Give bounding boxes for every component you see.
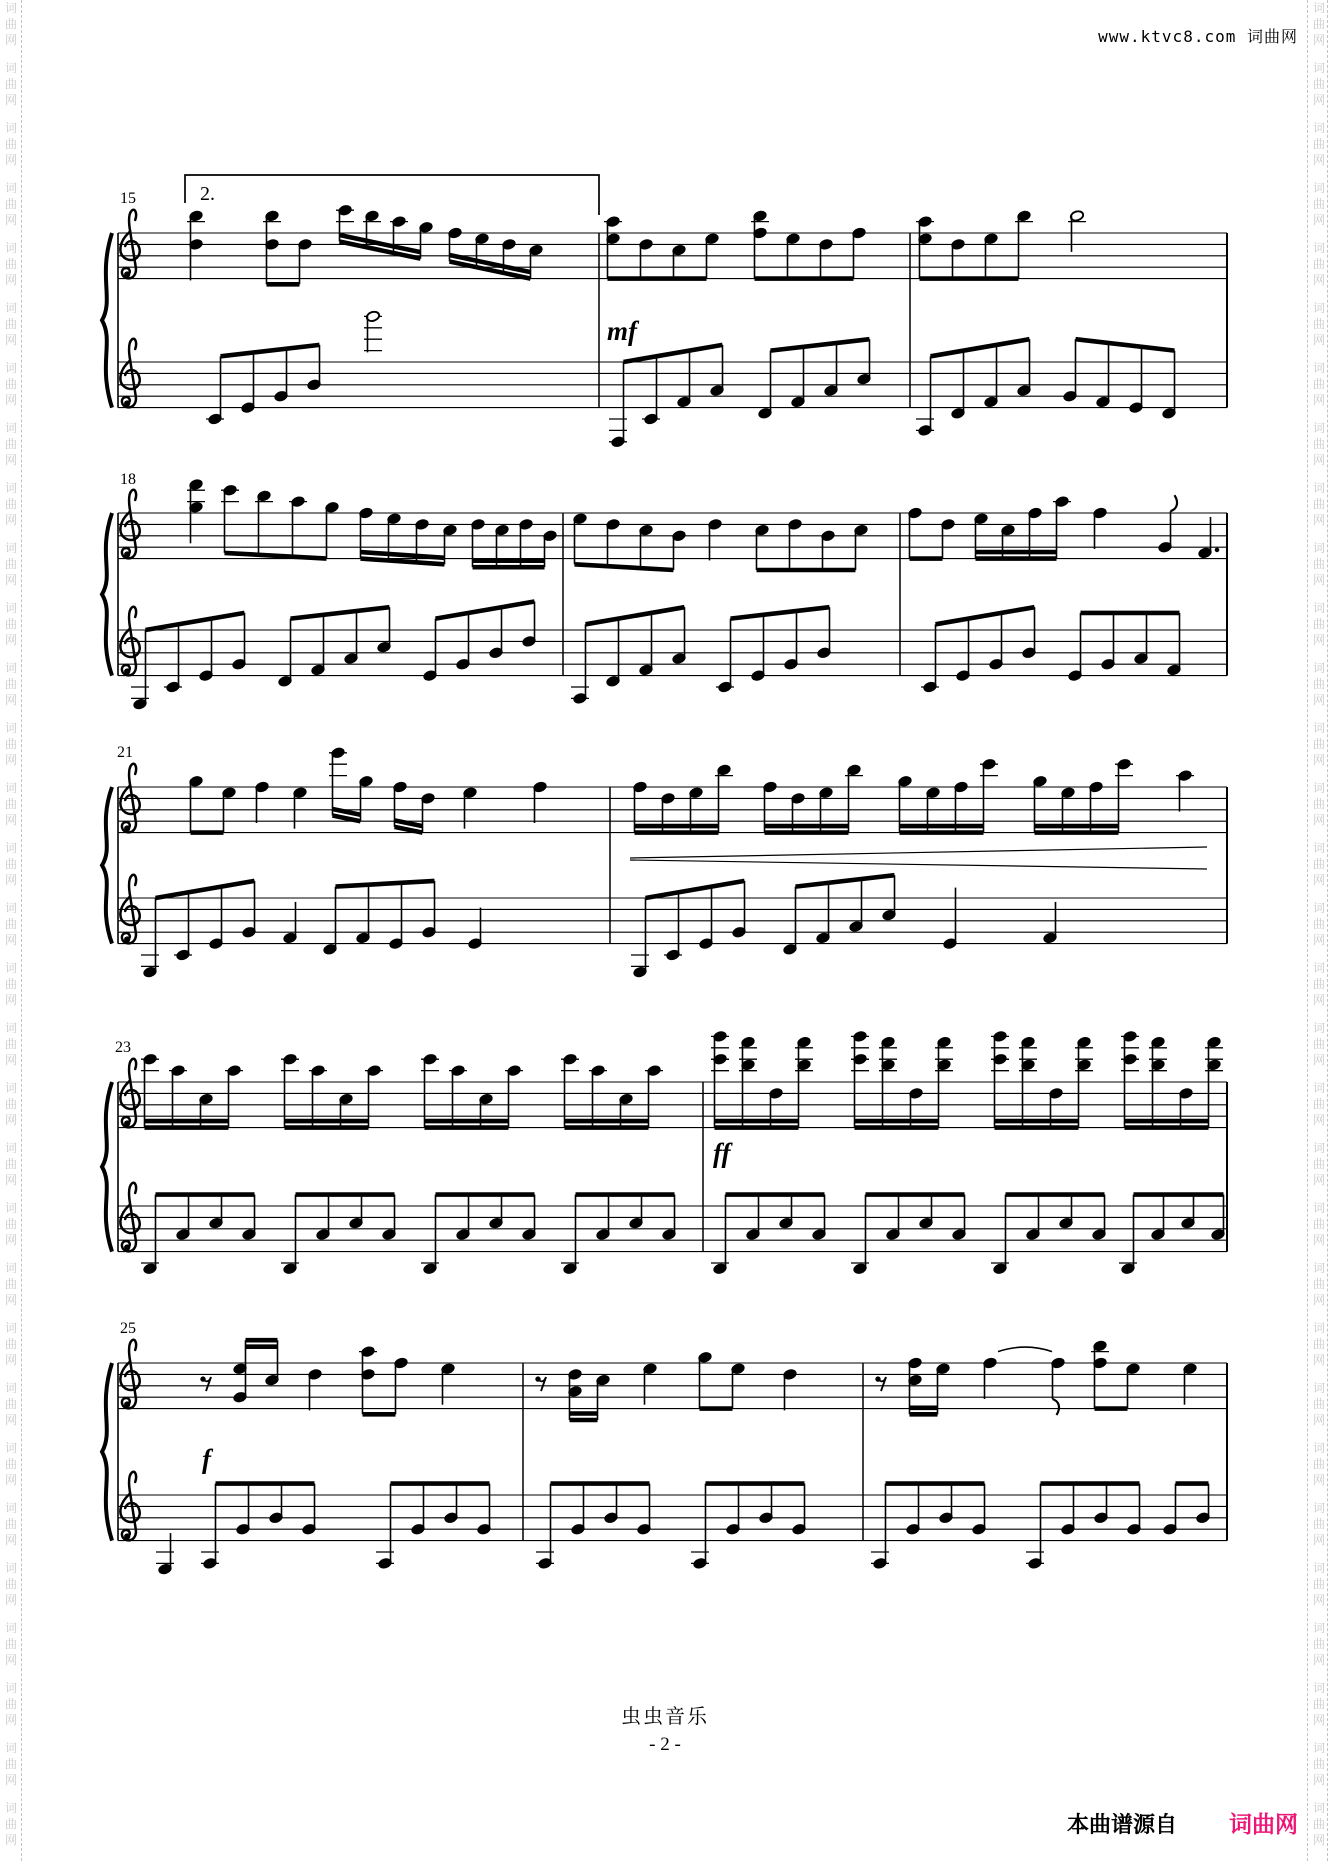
border-char: 网 — [1312, 1473, 1325, 1487]
border-char: 词 — [4, 1021, 17, 1035]
border-char: 曲 — [4, 17, 17, 31]
border-char: 曲 — [1312, 1097, 1325, 1111]
border-char: 网 — [1312, 1773, 1325, 1787]
border-char: 网 — [1312, 1173, 1325, 1187]
border-char: 曲 — [4, 1577, 17, 1591]
border-char: 词 — [1312, 541, 1325, 555]
border-char: 网 — [1312, 1593, 1325, 1607]
border-char: 网 — [4, 33, 17, 47]
system-15 — [102, 175, 1227, 448]
border-char: 网 — [4, 393, 17, 407]
border-char: 曲 — [4, 1817, 17, 1831]
border-char: 词 — [4, 841, 17, 855]
border-char: 词 — [1312, 1261, 1325, 1275]
border-char: 曲 — [1312, 1697, 1325, 1711]
border-char: 曲 — [4, 1397, 17, 1411]
border-char: 词 — [4, 781, 17, 795]
border-char: 曲 — [1312, 137, 1325, 151]
border-char: 词 — [1312, 841, 1325, 855]
border-char: 网 — [4, 213, 17, 227]
border-char: 网 — [4, 1653, 17, 1667]
border-char: 曲 — [1312, 17, 1325, 31]
border-char: 词 — [4, 961, 17, 975]
border-char: 词 — [4, 121, 17, 135]
border-char: 词 — [4, 1621, 17, 1635]
border-char: 网 — [1312, 753, 1325, 767]
border-char: 词 — [4, 1201, 17, 1215]
border-char: 词 — [4, 301, 17, 315]
border-char: 网 — [1312, 273, 1325, 287]
border-char: 曲 — [4, 497, 17, 511]
border-char: 网 — [4, 873, 17, 887]
system-21 — [102, 744, 1227, 978]
border-char: 曲 — [1312, 857, 1325, 871]
dynamic-mark: ff — [713, 1138, 731, 1168]
border-char: 曲 — [4, 377, 17, 391]
border-char: 曲 — [1312, 737, 1325, 751]
border-char: 词 — [1312, 1201, 1325, 1215]
border-char: 网 — [4, 333, 17, 347]
border-char: 词 — [1312, 1681, 1325, 1695]
border-char: 曲 — [1312, 437, 1325, 451]
border-char: 曲 — [1312, 197, 1325, 211]
border-char: 词 — [1312, 901, 1325, 915]
border-char: 词 — [4, 601, 17, 615]
border-char: 网 — [4, 693, 17, 707]
border-char: 词 — [1312, 781, 1325, 795]
border-char: 词 — [1312, 361, 1325, 375]
system-18 — [102, 471, 1227, 710]
volta-label: 2. — [200, 183, 215, 205]
border-char: 词 — [1312, 1441, 1325, 1455]
border-char: 网 — [1312, 93, 1325, 107]
border-char: 曲 — [4, 1337, 17, 1351]
border-char: 曲 — [1312, 617, 1325, 631]
border-char: 曲 — [4, 257, 17, 271]
border-char: 网 — [1312, 873, 1325, 887]
border-char: 曲 — [4, 137, 17, 151]
border-char: 词 — [4, 1441, 17, 1455]
border-char: 网 — [4, 1833, 17, 1847]
border-char: 网 — [4, 1773, 17, 1787]
border-char: 网 — [1312, 1653, 1325, 1667]
border-char: 曲 — [4, 1637, 17, 1651]
border-char: 网 — [1312, 1413, 1325, 1427]
border-char: 网 — [1312, 1233, 1325, 1247]
border-char: 曲 — [1312, 977, 1325, 991]
border-char: 词 — [4, 721, 17, 735]
border-char: 曲 — [4, 1757, 17, 1771]
border-char: 词 — [1312, 61, 1325, 75]
border-char: 网 — [1312, 813, 1325, 827]
border-char: 词 — [4, 1141, 17, 1155]
system-23 — [102, 1030, 1227, 1275]
border-char: 网 — [4, 513, 17, 527]
border-char: 词 — [4, 1, 17, 15]
border-char: 曲 — [4, 617, 17, 631]
measure-number: 21 — [117, 744, 133, 761]
measure-number: 23 — [115, 1039, 131, 1056]
border-char: 曲 — [4, 1277, 17, 1291]
border-char: 网 — [4, 1713, 17, 1727]
border-char: 曲 — [1312, 377, 1325, 391]
border-char: 曲 — [4, 197, 17, 211]
site-watermark: www.ktvc8.com 词曲网 — [1098, 27, 1298, 46]
border-char: 网 — [4, 993, 17, 1007]
measure-number: 18 — [120, 471, 136, 488]
border-char: 网 — [4, 1533, 17, 1547]
border-char: 网 — [1312, 453, 1325, 467]
border-char: 网 — [4, 1353, 17, 1367]
border-char: 词 — [1312, 661, 1325, 675]
border-char: 词 — [1312, 181, 1325, 195]
border-char: 网 — [1312, 933, 1325, 947]
border-char: 曲 — [1312, 1157, 1325, 1171]
border-char: 词 — [1312, 1141, 1325, 1155]
footer-source-label: 本曲谱源自 — [1066, 1812, 1177, 1837]
border-char: 曲 — [4, 77, 17, 91]
border-char: 词 — [1312, 601, 1325, 615]
border-char: 网 — [1312, 1353, 1325, 1367]
border-char: 网 — [1312, 1833, 1325, 1847]
border-char: 词 — [1312, 1501, 1325, 1515]
border-char: 网 — [4, 93, 17, 107]
border-char: 词 — [4, 1081, 17, 1095]
border-char: 词 — [4, 1561, 17, 1575]
footer-source — [1067, 1806, 1298, 1839]
border-char: 词 — [1312, 1, 1325, 15]
border-char: 曲 — [1312, 557, 1325, 571]
border-char: 网 — [4, 1413, 17, 1427]
border-char: 曲 — [1312, 797, 1325, 811]
footer-source-site: 词曲网 — [1229, 1811, 1298, 1837]
border-char: 曲 — [4, 1457, 17, 1471]
dynamic-mark: f — [202, 1444, 211, 1474]
measure-number: 25 — [120, 1320, 136, 1337]
border-char: 网 — [4, 1593, 17, 1607]
border-char: 网 — [1312, 693, 1325, 707]
border-char: 曲 — [4, 857, 17, 871]
border-char: 网 — [4, 1113, 17, 1127]
border-char: 曲 — [1312, 77, 1325, 91]
border-char: 曲 — [1312, 1757, 1325, 1771]
border-char: 曲 — [4, 1217, 17, 1231]
border-char: 词 — [4, 1801, 17, 1815]
border-char: 词 — [4, 1261, 17, 1275]
border-char: 曲 — [1312, 677, 1325, 691]
border-char: 词 — [4, 181, 17, 195]
border-char: 词 — [4, 541, 17, 555]
border-char: 曲 — [4, 1157, 17, 1171]
border-char: 网 — [1312, 333, 1325, 347]
border-char: 词 — [1312, 721, 1325, 735]
border-char: 词 — [4, 481, 17, 495]
border-char: 网 — [4, 153, 17, 167]
border-char: 曲 — [4, 1697, 17, 1711]
border-char: 词 — [4, 241, 17, 255]
border-char: 词 — [1312, 301, 1325, 315]
border-char: 词 — [4, 661, 17, 675]
border-char: 词 — [1312, 1801, 1325, 1815]
border-char: 词 — [4, 1381, 17, 1395]
border-char: 曲 — [1312, 1037, 1325, 1051]
footer-page-number: - 2 - — [649, 1734, 681, 1755]
border-char: 网 — [4, 633, 17, 647]
border-char: 曲 — [1312, 257, 1325, 271]
border-char: 曲 — [4, 317, 17, 331]
border-char: 网 — [1312, 1533, 1325, 1547]
border-char: 词 — [1312, 1321, 1325, 1335]
border-char: 网 — [1312, 393, 1325, 407]
border-char: 词 — [1312, 121, 1325, 135]
border-char: 网 — [1312, 33, 1325, 47]
border-char: 词 — [4, 1741, 17, 1755]
border-char: 曲 — [1312, 1277, 1325, 1291]
border-char: 词 — [1312, 421, 1325, 435]
border-char: 词 — [1312, 1561, 1325, 1575]
footer-site-name: 虫虫音乐 — [621, 1706, 709, 1728]
border-char: 网 — [1312, 1713, 1325, 1727]
border-char: 词 — [1312, 1381, 1325, 1395]
border-char: 曲 — [1312, 1337, 1325, 1351]
border-char: 曲 — [4, 977, 17, 991]
border-char: 词 — [1312, 1081, 1325, 1095]
border-char: 网 — [1312, 153, 1325, 167]
border-char: 词 — [4, 1321, 17, 1335]
border-char: 网 — [4, 1293, 17, 1307]
border-char: 网 — [4, 453, 17, 467]
border-char: 曲 — [1312, 1517, 1325, 1531]
border-char: 曲 — [4, 737, 17, 751]
border-char: 曲 — [1312, 497, 1325, 511]
border-char: 网 — [4, 1053, 17, 1067]
border-char: 网 — [4, 273, 17, 287]
border-char: 网 — [4, 573, 17, 587]
border-char: 词 — [1312, 481, 1325, 495]
border-char: 网 — [1312, 1293, 1325, 1307]
dynamic-mark: mf — [607, 316, 637, 346]
border-char: 曲 — [1312, 1397, 1325, 1411]
border-char: 词 — [4, 361, 17, 375]
border-char: 网 — [4, 813, 17, 827]
border-char: 词 — [4, 1501, 17, 1515]
tie-curve — [998, 1347, 1052, 1352]
border-char: 曲 — [4, 1037, 17, 1051]
border-char: 词 — [1312, 961, 1325, 975]
border-char: 词 — [1312, 1021, 1325, 1035]
border-char: 词 — [1312, 241, 1325, 255]
border-char: 网 — [1312, 1053, 1325, 1067]
border-char: 词 — [4, 421, 17, 435]
border-char: 曲 — [1312, 917, 1325, 931]
border-char: 曲 — [1312, 317, 1325, 331]
border-char: 曲 — [1312, 1577, 1325, 1591]
border-char: 曲 — [1312, 1457, 1325, 1471]
border-char: 曲 — [4, 797, 17, 811]
border-char: 曲 — [4, 677, 17, 691]
border-char: 网 — [1312, 1113, 1325, 1127]
border-char: 曲 — [4, 557, 17, 571]
border-char: 网 — [1312, 213, 1325, 227]
border-char: 曲 — [4, 1517, 17, 1531]
border-char: 曲 — [4, 437, 17, 451]
border-char: 网 — [1312, 573, 1325, 587]
border-char: 词 — [1312, 1741, 1325, 1755]
border-char: 网 — [1312, 513, 1325, 527]
border-char: 网 — [4, 1233, 17, 1247]
border-char: 曲 — [4, 1097, 17, 1111]
border-char: 网 — [1312, 993, 1325, 1007]
border-char: 曲 — [1312, 1217, 1325, 1231]
border-char: 词 — [4, 61, 17, 75]
border-char: 网 — [1312, 633, 1325, 647]
border-char: 词 — [4, 901, 17, 915]
system-25 — [102, 1320, 1227, 1575]
border-char: 曲 — [1312, 1637, 1325, 1651]
border-char: 词 — [4, 1681, 17, 1695]
border-char: 网 — [4, 1473, 17, 1487]
border-char: 网 — [4, 1173, 17, 1187]
border-char: 网 — [4, 933, 17, 947]
border-char: 网 — [4, 753, 17, 767]
border-char: 曲 — [4, 917, 17, 931]
measure-number: 15 — [120, 190, 136, 207]
border-char: 曲 — [1312, 1817, 1325, 1831]
border-char: 词 — [1312, 1621, 1325, 1635]
